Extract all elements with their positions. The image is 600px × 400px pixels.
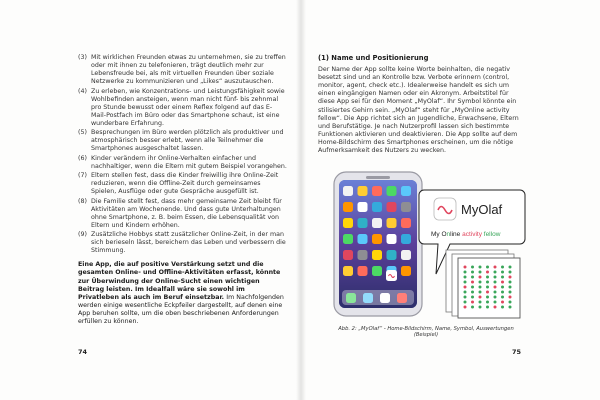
report-dot: [486, 286, 489, 289]
app-icon: [343, 218, 353, 228]
app-icon: [401, 234, 411, 244]
app-icon: [372, 266, 382, 276]
report-dot: [471, 266, 474, 269]
report-dot: [479, 271, 482, 274]
app-icon: [358, 202, 368, 212]
report-dot: [494, 281, 497, 284]
report-dot: [464, 286, 467, 289]
app-icon: [387, 186, 397, 196]
report-cards: [446, 250, 520, 318]
report-dot: [464, 271, 467, 274]
summary-text: Im Nachfolgenden werden einige wesentliche Eckpfeiler dargestellt, auf denen eine App beruhen sollte, um die oben beschriebenen Anforderungen erfüllen zu können.: [78, 293, 284, 326]
right-page-text: [318, 54, 525, 155]
list-text: Mit wirklichen Freunden etwas zu unternehmen, sie zu treffen oder mit ihnen zu telefonieren, trägt deutlich mehr zur Lebensfreude bei, als mit virtuellen Freunden über soziale Netzwerke zu kommunizieren und „Likes“ auszutauschen.: [91, 54, 286, 86]
list-item: [78, 54, 287, 86]
app-icon: [358, 186, 368, 196]
app-icon: [358, 218, 368, 228]
phone-illustration: [334, 172, 422, 316]
app-icon: [358, 250, 368, 260]
figure-caption: Abb. 2: „MyOlaf“ - Home-Bildschirm, Name, Symbol, Auswertungen (Beispiel): [338, 326, 514, 338]
report-dot: [464, 306, 467, 309]
report-dot: [464, 291, 467, 294]
list-number: (5): [78, 129, 87, 137]
book-gutter: [296, 0, 306, 400]
tagline-part: My O: [431, 231, 447, 238]
report-dot: [471, 291, 474, 294]
list-text: Zu erleben, wie Konzentrations- und Leistungsfähigkeit sowie Wohlbefinden ansteigen, wenn man nicht fünf- bis zehnmal pro Stunde bewusst oder einem Reflex folgend auf das E-Mail-Postfach im Büro oder das Smartphone schaut, ist eine wunderbare Erfahrung.: [91, 87, 285, 127]
list-text: Die Familie stellt fest, dass mehr gemeinsame Zeit bleibt für Aktivitäten am Wochenende. Und dass gute Unterhaltungen ohne Smartphone, z. B. beim Essen, die Lebensqualität von Eltern und Kindern erhöhen.: [91, 197, 282, 229]
report-dot: [501, 271, 504, 274]
report-dot: [464, 266, 467, 269]
report-dot: [494, 271, 497, 274]
report-dot: [509, 301, 512, 304]
list-number: (8): [78, 197, 87, 205]
report-dot: [494, 306, 497, 309]
report-dot: [464, 301, 467, 304]
section-paragraph: Der Name der App sollte keine Worte beinhalten, die negativ besetzt sind und an Kontrolle bzw. Verbote erinnern (control, monitor, agent, check etc.). Idealerweise handelt es sich um einen eingängigen Namen oder ein Akronym. Arbeitstitel für diese App sei für den Moment „MyOlaf“. Ihr Symbol könnte ein stilisiertes Gehirn sein. „MyOlaf“ steht für „MyOnline activity fellow“. Die App richtet sich an Jugendliche, Erwachsene, Eltern und Berufstätige. Je nach Nutzerprofil lassen sich bestimmte Funktionen aktivieren und deaktivieren. Die App sollte auf dem Home-Bildschirm des Smartphones erscheinen, um die nötige Aufmerksamkeit des Nutzers zu wecken.: [318, 66, 519, 155]
app-name-label: MyOlaf: [461, 202, 503, 217]
report-dot: [509, 281, 512, 284]
app-icon: [372, 234, 382, 244]
report-dot: [486, 281, 489, 284]
report-dot: [509, 306, 512, 309]
app-icon: [358, 266, 368, 276]
report-dot: [471, 301, 474, 304]
report-dot: [509, 291, 512, 294]
report-dot: [471, 281, 474, 284]
app-icon: [343, 266, 353, 276]
report-dot: [501, 276, 504, 279]
app-icon: [401, 218, 411, 228]
list-item: [78, 155, 287, 171]
report-dot: [471, 271, 474, 274]
list-text: Besprechungen im Büro werden plötzlich als produktiver und atmosphärisch besser erlebt, wenn alle Teilnehmer die Smartphones ausgeschaltet lassen.: [91, 129, 284, 153]
app-icon: [343, 234, 353, 244]
page-number-left: 74: [78, 348, 88, 356]
app-icon: [343, 186, 353, 196]
app-figure: [328, 170, 526, 320]
list-item: [78, 129, 287, 153]
list-text: Zusätzliche Hobbys statt zusätzlicher Online-Zeit, in der man sich berieseln lässt, bereichern das Leben und verbessern die Stimmung.: [91, 231, 286, 255]
report-dot: [471, 276, 474, 279]
numbered-list: [78, 54, 287, 255]
tagline-part: activity: [462, 231, 484, 238]
section-heading: (1) Name und Positionierung: [318, 54, 429, 62]
list-number: (9): [78, 231, 87, 239]
app-icon: [372, 218, 382, 228]
report-dot: [494, 301, 497, 304]
tagline-part: fellow: [483, 231, 501, 238]
list-number: (3): [78, 54, 87, 61]
brain-icon: [386, 270, 397, 281]
report-dot: [479, 266, 482, 269]
list-number: (4): [78, 87, 87, 95]
report-dot: [509, 276, 512, 279]
report-dot: [479, 276, 482, 279]
report-dot: [479, 301, 482, 304]
report-dot: [486, 306, 489, 309]
left-page-text: [78, 54, 287, 326]
bold-summary-paragraph: [78, 261, 287, 326]
tagline-part: n: [446, 231, 451, 238]
report-dot: [509, 266, 512, 269]
app-icon: [401, 186, 411, 196]
report-dot: [479, 286, 482, 289]
report-dot: [494, 296, 497, 299]
report-dot: [509, 286, 512, 289]
report-dot: [486, 291, 489, 294]
report-dot: [509, 271, 512, 274]
report-dot: [486, 266, 489, 269]
tagline-part: line: [450, 231, 463, 238]
report-dot: [501, 301, 504, 304]
app-icon: [387, 234, 397, 244]
report-dot: [464, 281, 467, 284]
report-dot: [486, 271, 489, 274]
report-dot: [494, 291, 497, 294]
app-icon: [372, 202, 382, 212]
report-dot: [509, 296, 512, 299]
list-text: Kinder verändern ihr Online-Verhalten einfacher und nachhaltiger, wenn die Eltern mit gutem Beispiel vorangehen.: [91, 154, 287, 170]
list-item: [78, 172, 287, 196]
app-tagline: [431, 231, 501, 238]
app-icon: [401, 202, 411, 212]
report-dot: [501, 306, 504, 309]
page-number-right: 75: [512, 348, 522, 356]
app-icon: [343, 250, 353, 260]
report-dot: [501, 266, 504, 269]
report-dot: [479, 296, 482, 299]
report-dot: [501, 281, 504, 284]
report-dot: [464, 276, 467, 279]
app-icon: [387, 250, 397, 260]
report-dot: [479, 281, 482, 284]
app-icon: [401, 250, 411, 260]
report-dot: [479, 306, 482, 309]
report-dot: [494, 276, 497, 279]
app-icon: [387, 218, 397, 228]
app-icon: [401, 266, 411, 276]
report-dot: [494, 286, 497, 289]
report-dot: [486, 296, 489, 299]
report-dot: [471, 296, 474, 299]
report-dot: [471, 306, 474, 309]
list-item: [78, 198, 287, 230]
list-item: [78, 88, 287, 128]
list-text: Eltern stellen fest, dass die Kinder freiwillig ihre Online-Zeit reduzieren, wenn die Offline-Zeit durch gemeinsames Spielen, Ausflüge oder gute Gespräche ausgefüllt ist.: [91, 172, 279, 196]
app-icon: [372, 250, 382, 260]
app-icon: [358, 234, 368, 244]
report-dot: [464, 296, 467, 299]
bold-summary-text: Eine App, die auf positive Verstärkung setzt und die gesamten Online- und Offline-Aktivitäten erfasst, könnte zur Überwindung der Online-Sucht einen wichtigen Beitrag leisten. Im Idealfall wäre sie sowohl im Privatleben als auch im Beruf einsetzbar.: [78, 261, 281, 301]
report-dot: [471, 286, 474, 289]
report-dot: [501, 296, 504, 299]
report-dot: [501, 286, 504, 289]
list-item: [78, 231, 287, 255]
app-icon: [387, 202, 397, 212]
report-dot: [486, 301, 489, 304]
report-dot: [479, 291, 482, 294]
app-icon: [372, 186, 382, 196]
list-number: (6): [78, 154, 87, 162]
report-dot: [486, 276, 489, 279]
app-icon: [343, 202, 353, 212]
list-number: (7): [78, 172, 87, 180]
report-dot: [501, 291, 504, 294]
report-dot: [494, 266, 497, 269]
